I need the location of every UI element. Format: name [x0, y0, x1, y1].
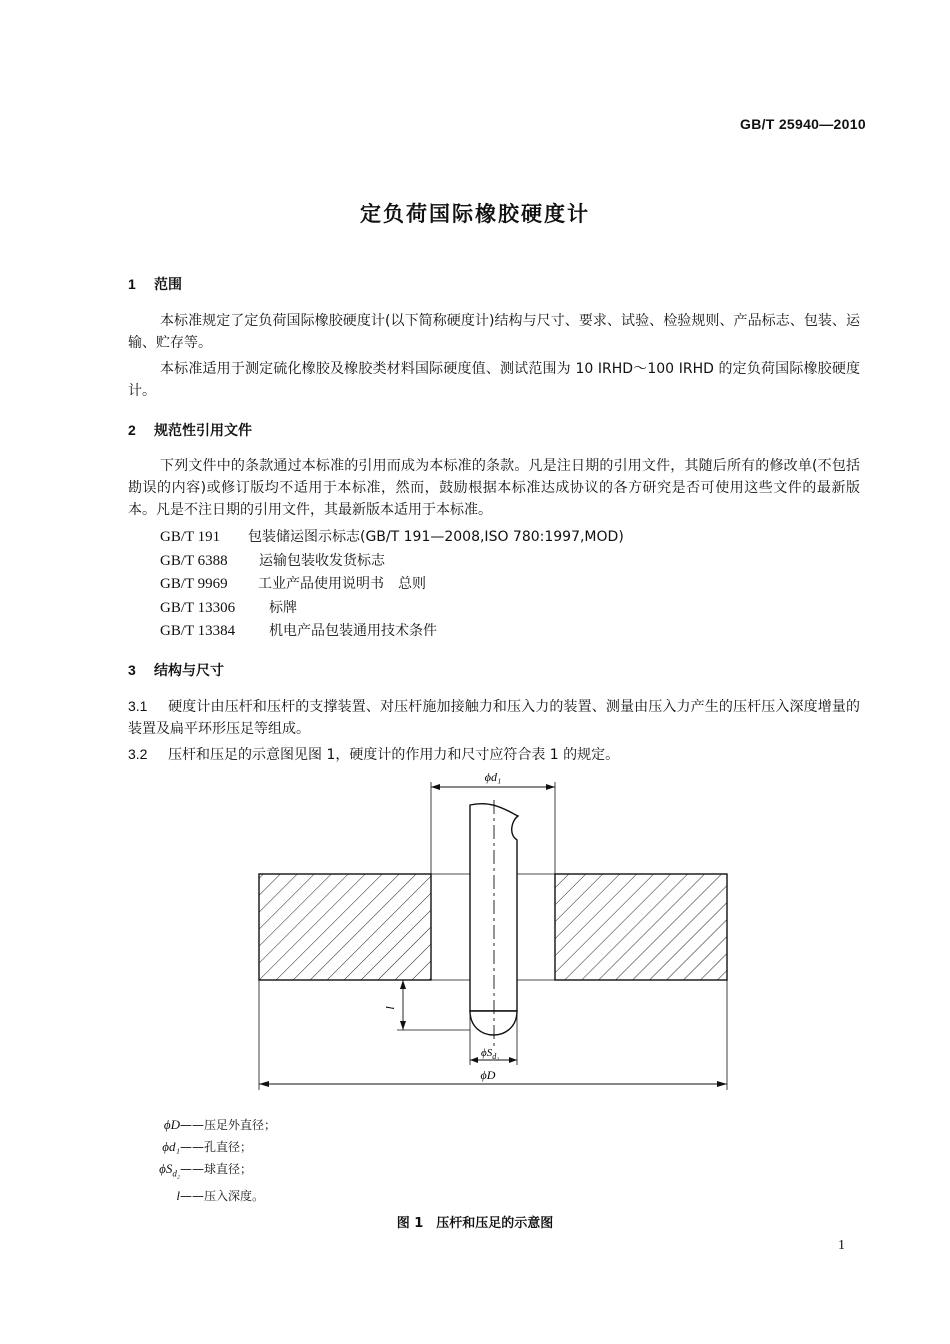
clause-text: 硬度计由压杆和压杆的支撑装置、对压杆施加接触力和压入力的装置、测量由压入力产生的压杆压入深度增量的装置及扁平环形压足等组成。	[128, 699, 860, 737]
section-3-number: 3	[128, 662, 136, 678]
legend-symbol: ϕd₁	[162, 1139, 180, 1154]
reference-title: 工业产品使用说明书 总则	[258, 576, 426, 592]
legend-dash: ——	[180, 1118, 204, 1132]
reference-code: GB/T 13384	[160, 623, 236, 639]
reference-title: 运输包装收发货标志	[259, 552, 385, 569]
D-arrow-right	[717, 1081, 727, 1087]
legend-text: 孔直径；	[204, 1140, 253, 1154]
sd2-label: $\phi S_{d_2}$	[481, 1047, 499, 1061]
l-arrow-top	[400, 980, 406, 989]
reference-code: GB/T 9969	[160, 576, 228, 592]
section-1-number: 1	[128, 276, 136, 292]
D-label: ϕD	[480, 1068, 496, 1082]
clause-3-2	[128, 743, 860, 766]
legend-dash: ——	[180, 1162, 204, 1176]
sd2-arrow-left	[470, 1057, 478, 1063]
legend-symbol: l	[176, 1187, 180, 1203]
presser-foot-left	[259, 874, 431, 980]
legend-item	[136, 1114, 276, 1136]
presser-foot-right	[555, 874, 727, 980]
legend-dash: ——	[180, 1188, 204, 1203]
clause-3-1	[128, 695, 860, 740]
d1-label: ϕd₁	[484, 770, 502, 784]
reference-item	[160, 550, 624, 574]
reference-code: GB/T 13306	[160, 599, 236, 616]
section-2-number: 2	[128, 422, 136, 438]
legend-item	[136, 1136, 276, 1158]
legend-text: 球直径；	[204, 1162, 253, 1176]
page-number: 1	[838, 1238, 845, 1253]
section-3-title: 结构与尺寸	[154, 663, 224, 679]
figure-legend	[136, 1114, 276, 1207]
reference-list	[160, 526, 624, 644]
d1-arrow-left	[431, 784, 440, 790]
section-1-title: 范围	[154, 277, 182, 293]
section-1-paragraph-1: 本标准规定了定负荷国际橡胶硬度计(以下简称硬度计)结构与尺寸、要求、试验、检验规则、产品标志、包装、运输、贮存等。	[128, 313, 860, 351]
legend-symbol: ϕD	[163, 1117, 180, 1132]
reference-title: 包装储运图示标志(GB/T 191—2008,ISO 780:1997,MOD)	[248, 529, 624, 545]
figure-1-diagram	[250, 768, 730, 1098]
legend-dash: ——	[180, 1140, 204, 1154]
legend-symbol: $\phi S_{d_2}$	[159, 1161, 180, 1179]
reference-item	[160, 573, 624, 597]
section-2-heading	[128, 420, 252, 440]
reference-title: 机电产品包装通用技术条件	[269, 623, 437, 639]
legend-text: 压入深度。	[204, 1188, 265, 1203]
figure-caption: 图 1 压杆和压足的示意图	[396, 1216, 554, 1231]
reference-item	[160, 526, 624, 550]
reference-code: GB/T 191	[160, 529, 221, 545]
clause-text: 压杆和压足的示意图见图 1，硬度计的作用力和尺寸应符合表 1 的规定。	[168, 747, 620, 763]
legend-item	[136, 1158, 276, 1185]
sd2-arrow-right	[509, 1057, 517, 1063]
l-arrow-bottom	[400, 1021, 406, 1030]
l-label: l	[383, 1006, 397, 1010]
legend-item	[136, 1185, 276, 1207]
section-2-paragraph: 下列文件中的条款通过本标准的引用而成为本标准的条款。凡是注日期的引用文件，其随后所有的修改单(不包括勘误的内容)或修订版均不适用于本标准，然而，鼓励根据本标准达成协议的各方研究是否可使用这些文件的最新版本。凡是不注日期的引用文件，其最新版本适用于本标准。	[128, 458, 860, 518]
reference-item	[160, 620, 624, 644]
d1-arrow-right	[546, 784, 555, 790]
section-3-heading	[128, 660, 224, 680]
reference-title: 标牌	[269, 599, 297, 616]
plunger-ball	[470, 1011, 517, 1035]
section-1-paragraph-2: 本标准适用于测定硫化橡胶及橡胶类材料国际硬度值、测试范围为 10 IRHD～100 IRHD 的定负荷国际橡胶硬度计。	[128, 361, 860, 399]
section-1-heading	[128, 274, 182, 294]
section-2-title: 规范性引用文件	[154, 423, 252, 439]
clause-number: 3.2	[128, 746, 148, 762]
reference-code: GB/T 6388	[160, 552, 228, 569]
D-arrow-left	[259, 1081, 269, 1087]
document-title: 定负荷国际橡胶硬度计	[360, 202, 590, 226]
legend-text: 压足外直径；	[204, 1118, 277, 1132]
standard-number: GB/T 25940—2010	[740, 116, 866, 132]
reference-item	[160, 597, 624, 621]
clause-number: 3.1	[128, 698, 148, 714]
